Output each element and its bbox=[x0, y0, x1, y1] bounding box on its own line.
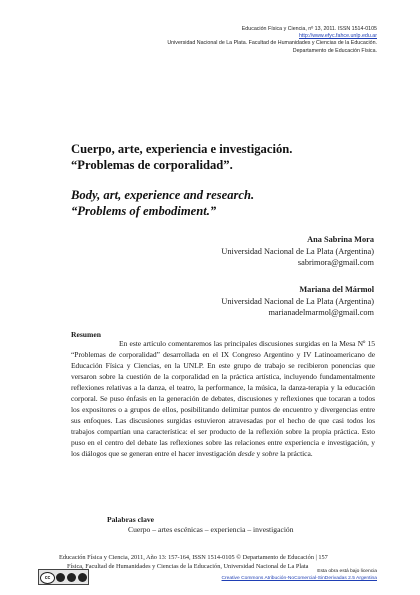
author-affiliation: Universidad Nacional de La Plata (Argentina) bbox=[221, 246, 374, 256]
title-es-line2: “Problemas de corporalidad”. bbox=[71, 158, 233, 172]
header-citation: Educación Física y Ciencia, nº 13, 2011. ISSN 1514-0105 bbox=[241, 26, 377, 32]
author-email[interactable]: sabrimora@gmail.com bbox=[297, 258, 374, 267]
header-institution: Universidad Nacional de La Plata. Facultad de Humanidades y Ciencias de la Educación. bbox=[167, 40, 377, 47]
author-block bbox=[114, 234, 374, 269]
abstract-end: la práctica. bbox=[278, 448, 313, 458]
footer-line2: Física, Facultad de Humanidades y Ciencias de la Educación, Universidad Nacional de La Plata bbox=[67, 562, 309, 570]
abstract-emphasis-desde: desde bbox=[237, 448, 255, 458]
journal-website-link[interactable]: http://www.efyc.fahce.unlp.edu.ar bbox=[298, 33, 377, 40]
article-title-spanish bbox=[71, 141, 361, 173]
abstract-text: En este artículo comentaremos las principales discusiones surgidas en la Mesa Nº 15 “Problemas de corporalidad” desarrollada en el IX Congreso Argentino y IV Latinoamericano de Educación Física y Ciencias, en la UNLP. En este grupo de trabajo se recibieron ponencias que versaron sobre la cuestión de la corporalidad en la práctica artística, incluyendo fundamentalmente reflexiones relativas a la danza, el teatro, la performance, la música, la danza-terapia y la educación corporal. Se puso énfasis en la generación de debates, discusiones y reflexiones que tocaran a todos los expositores o a grupos de ellos, posibilitando delimitar puntos de encuentro y divergencias entre sus enfoques. Las discusiones surgidas estuvieron atravesadas por el hecho de que casi todos los trabajos compartían una característica: el ser producto de la reflexión sobre la propia práctica. Esto puso en el centro del debate las reflexiones sobre las relaciones entre experiencia e investigación, y los diálogos que se generan entre el hacer investigación bbox=[71, 339, 375, 458]
footer-line1: Educación Física y Ciencia, 2011, Año 13: 157-164, ISSN 1514-0105 © Departamento de Educación | 157 bbox=[59, 554, 328, 561]
license-notice bbox=[137, 569, 377, 582]
attribution-icon bbox=[56, 573, 65, 582]
title-en-line1: Body, art, experience and research. bbox=[71, 188, 255, 202]
abstract-body bbox=[71, 339, 375, 459]
cc-logo-icon: cc bbox=[40, 572, 55, 584]
author-affiliation: Universidad Nacional de La Plata (Argentina) bbox=[221, 296, 374, 306]
abstract-paragraph bbox=[71, 339, 375, 459]
author-email[interactable]: marianadelmarmol@gmail.com bbox=[268, 308, 374, 317]
keywords-list: Cuerpo – artes escénicas – experiencia – investigación bbox=[128, 525, 294, 534]
license-text: Esta obra está bajo licencia bbox=[317, 569, 377, 574]
title-en-line2: “Problems of embodiment.” bbox=[71, 204, 217, 218]
abstract-emphasis-sobre: sobre bbox=[262, 448, 279, 458]
license-link[interactable]: Creative Commons Atribución-NoComercial-SinDerivadas 2.5 Argentina bbox=[221, 575, 377, 581]
abstract-heading: Resumen bbox=[71, 330, 101, 339]
creative-commons-badge-icon[interactable] bbox=[38, 569, 89, 585]
abstract-connector: y bbox=[254, 448, 263, 458]
author-block bbox=[114, 284, 374, 319]
keywords-heading: Palabras clave bbox=[107, 515, 155, 524]
noderivatives-icon bbox=[78, 573, 87, 582]
author-name: Ana Sabrina Mora bbox=[307, 235, 374, 244]
article-title-english bbox=[71, 187, 361, 219]
noncommercial-icon bbox=[67, 573, 76, 582]
journal-header bbox=[77, 26, 377, 55]
header-department: Departamento de Educación Física. bbox=[292, 47, 377, 54]
author-name: Mariana del Mármol bbox=[299, 285, 374, 294]
title-es-line1: Cuerpo, arte, experiencia e investigación. bbox=[71, 142, 293, 156]
